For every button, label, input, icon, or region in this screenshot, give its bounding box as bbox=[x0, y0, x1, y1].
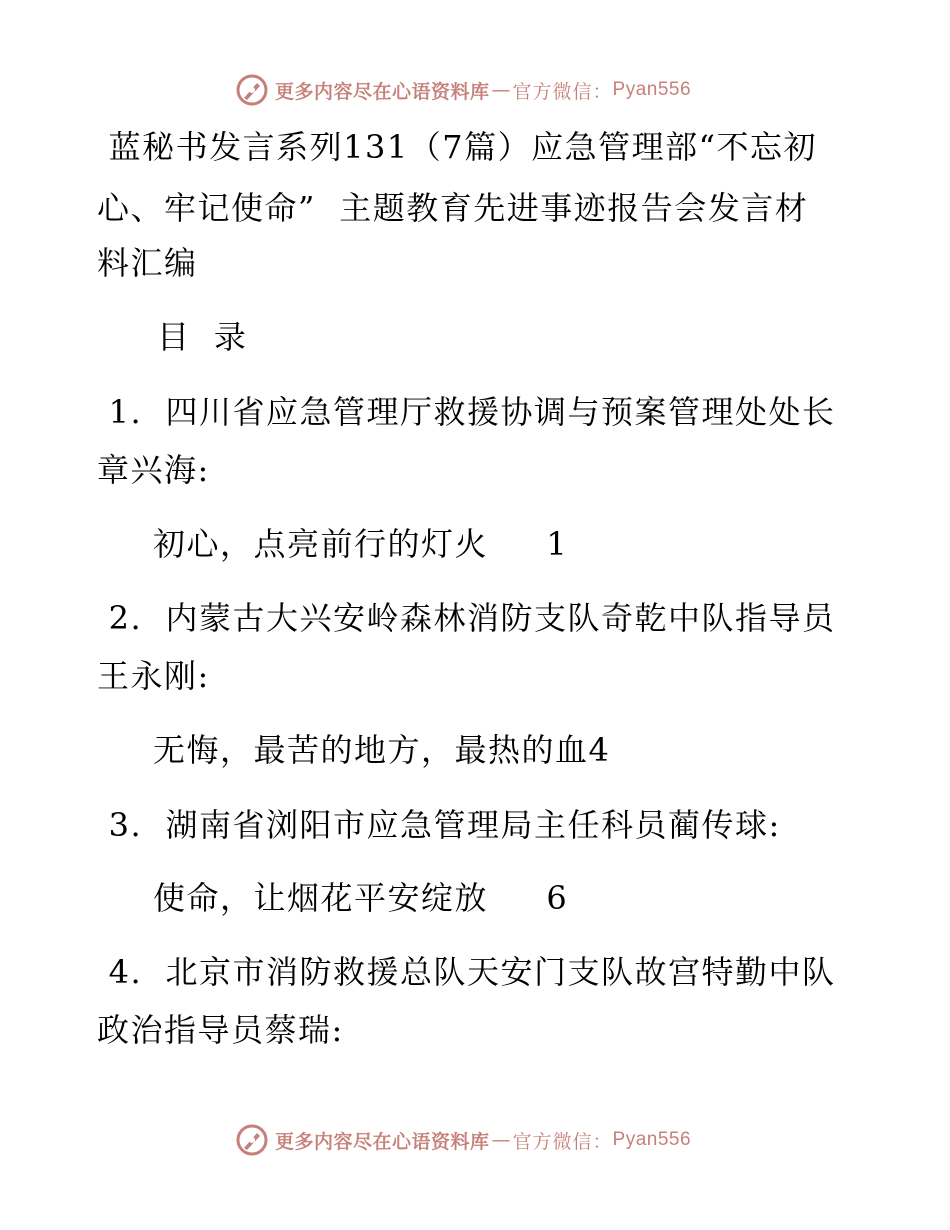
toc-entry-3-title-line-1: 3. 湖南省浏阳市应急管理局主任科员蔺传球: bbox=[97, 806, 781, 844]
document-title-line-2: 心、牢记使命” 主题教育先进事迹报告会发言材 bbox=[97, 189, 809, 227]
watermark-main-text: 更多内容尽在心语资料库 bbox=[275, 80, 490, 103]
toc-entry-1-subtitle[interactable]: 初心，点亮前行的灯火 1 bbox=[153, 525, 569, 563]
toc-entry-2-title-line-2: 王永刚: bbox=[97, 657, 210, 695]
watermark-sub-text: 官方微信： bbox=[512, 1130, 613, 1153]
watermark-main-text: 更多内容尽在心语资料库 bbox=[275, 1130, 490, 1153]
watermark-wechat-id: Pyan556 bbox=[612, 1129, 692, 1150]
toc-entry-4-title-line-1: 4. 北京市消防救援总队天安门支队故宫特勤中队 bbox=[97, 953, 836, 991]
footer-watermark bbox=[235, 1122, 691, 1158]
toc-entry-1-title-line-1: 1. 四川省应急管理厅救援协调与预案管理处处长 bbox=[97, 393, 836, 431]
watermark-dash: — bbox=[491, 1129, 511, 1151]
header-watermark bbox=[235, 72, 691, 108]
toc-entry-2-subtitle[interactable]: 无悔，最苦的地方，最热的血4 bbox=[153, 731, 611, 769]
toc-entry-1-title-line-2: 章兴海: bbox=[97, 451, 210, 489]
watermark-sub-text: 官方微信： bbox=[512, 80, 613, 103]
toc-heading: 目 录 bbox=[157, 318, 248, 356]
watermark-dash: — bbox=[491, 79, 511, 101]
toc-entry-2-title-line-1: 2. 内蒙古大兴安岭森林消防支队奇乾中队指导员 bbox=[97, 599, 836, 637]
document-title-line-3: 料汇编 bbox=[97, 244, 198, 282]
pen-logo-icon bbox=[235, 73, 269, 107]
watermark-wechat-id: Pyan556 bbox=[612, 79, 692, 100]
document-title-line-1: 蓝秘书发言系列131（7篇）应急管理部“不忘初 bbox=[97, 128, 817, 166]
toc-entry-3-subtitle[interactable]: 使命，让烟花平安绽放 6 bbox=[153, 879, 569, 917]
toc-entry-4-title-line-2: 政治指导员蔡瑞: bbox=[97, 1011, 344, 1049]
pen-logo-icon bbox=[235, 1123, 269, 1157]
